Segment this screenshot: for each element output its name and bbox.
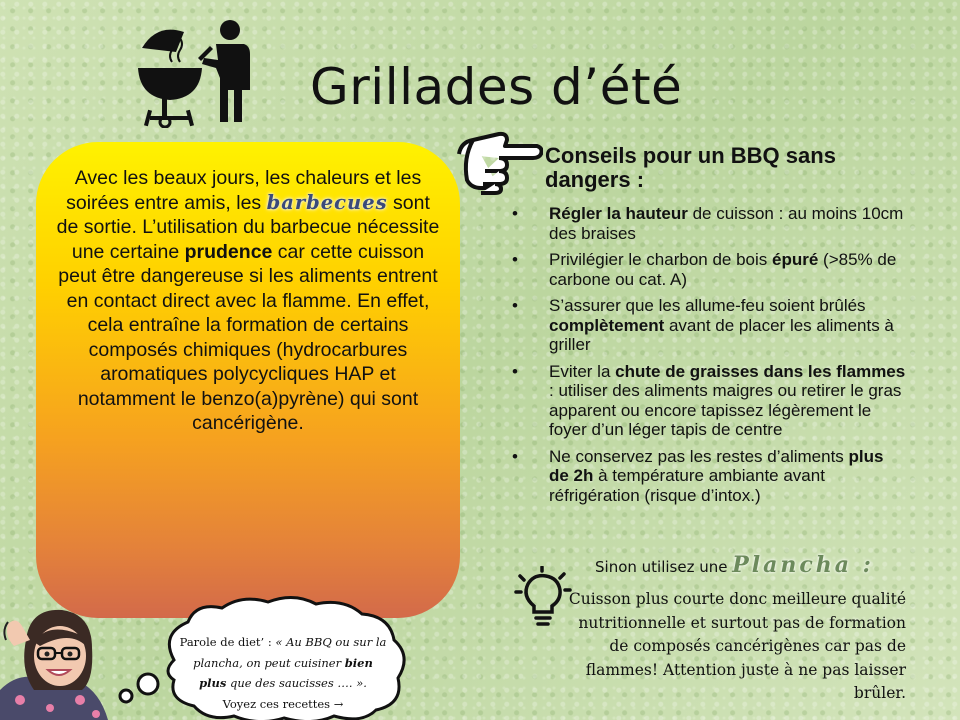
page-title: Grillades d’été — [310, 58, 683, 116]
cloud-quote-post: que des saucisses …. ». — [226, 676, 367, 690]
tip-bold: complètement — [549, 315, 665, 335]
tip-text: (>85% de carbone ou cat. A) — [549, 250, 897, 289]
list-item — [508, 362, 908, 440]
list-item — [508, 204, 908, 243]
plancha-heading — [595, 552, 874, 578]
tip-text: avant de placer les aliments à griller — [549, 315, 894, 354]
plancha-text: Cuisson plus courte donc meilleure qualité nutritionnelle et surtout pas de formation de composés cancérigènes car pas de flammes! Attention juste à ne pas laisser brûler. — [568, 590, 906, 702]
cloud-quote-pre: « Au BBQ ou sur la plancha, on peut cuisiner — [193, 635, 387, 670]
bbq-grill-icon — [132, 18, 257, 128]
intro-bold-prudence: prudence — [184, 240, 273, 263]
intro-text-2: sont de sortie. L’utilisation du barbecue nécessite une certaine — [56, 191, 440, 263]
list-item — [508, 296, 908, 355]
tip-text: Privilégier le charbon de bois — [549, 250, 773, 269]
list-item — [508, 447, 908, 506]
plancha-word: Plancha : — [732, 552, 874, 578]
tip-text: Eviter la — [549, 361, 616, 381]
arrow-right-icon: → — [333, 696, 344, 711]
plancha-lead: Sinon utilisez une — [595, 558, 733, 576]
list-item — [508, 250, 908, 289]
intro-text-3: car cette cuisson peut être dangereuse si les aliments entrent en contact direct avec la flamme. En effet, cela entraîne la formation de certains composés chimiques (hydrocarbures aromatiques polycycliques HAP et notamment le benzo(a)pyrène) qui sont cancérigène. — [58, 240, 438, 434]
tip-text: à température ambiante avant réfrigération (risque d’intox.) — [549, 466, 825, 505]
pointing-hand-icon — [455, 128, 543, 196]
cloud-lead: Parole de diet’ : — [179, 635, 276, 649]
cloud-quote-bold: bien plus — [199, 655, 373, 690]
tip-text: S’assurer que les allume-feu soient brûlés — [549, 296, 866, 315]
tip-text: : utiliser des aliments maigres ou retirer le gras apparent ou encore tapissez légèrement le foyer d’un léger tapis de centre — [549, 381, 902, 439]
intro-text-1: Avec les beaux jours, les chaleurs et les soirées entre amis, les — [66, 167, 422, 214]
tip-text: de cuisson : au moins 10cm des braises — [549, 204, 904, 243]
cloud-text — [178, 632, 388, 714]
tips-list — [508, 204, 908, 512]
recipes-link[interactable]: Voyez ces recettes — [222, 696, 331, 711]
intro-box — [36, 142, 460, 618]
intro-word-barbecues: barbecues — [266, 190, 388, 214]
tip-bold: épuré — [772, 250, 819, 269]
tip-bold: chute de graisses dans les flammes — [615, 361, 906, 381]
tip-text: Ne conservez pas les restes d’aliments — [549, 446, 849, 466]
conseils-title: Conseils pour un BBQ sans dangers : — [545, 143, 836, 192]
avatar — [0, 600, 118, 720]
tip-bold: Régler la hauteur — [549, 204, 688, 223]
tip-bold: plus de 2h — [549, 446, 884, 485]
